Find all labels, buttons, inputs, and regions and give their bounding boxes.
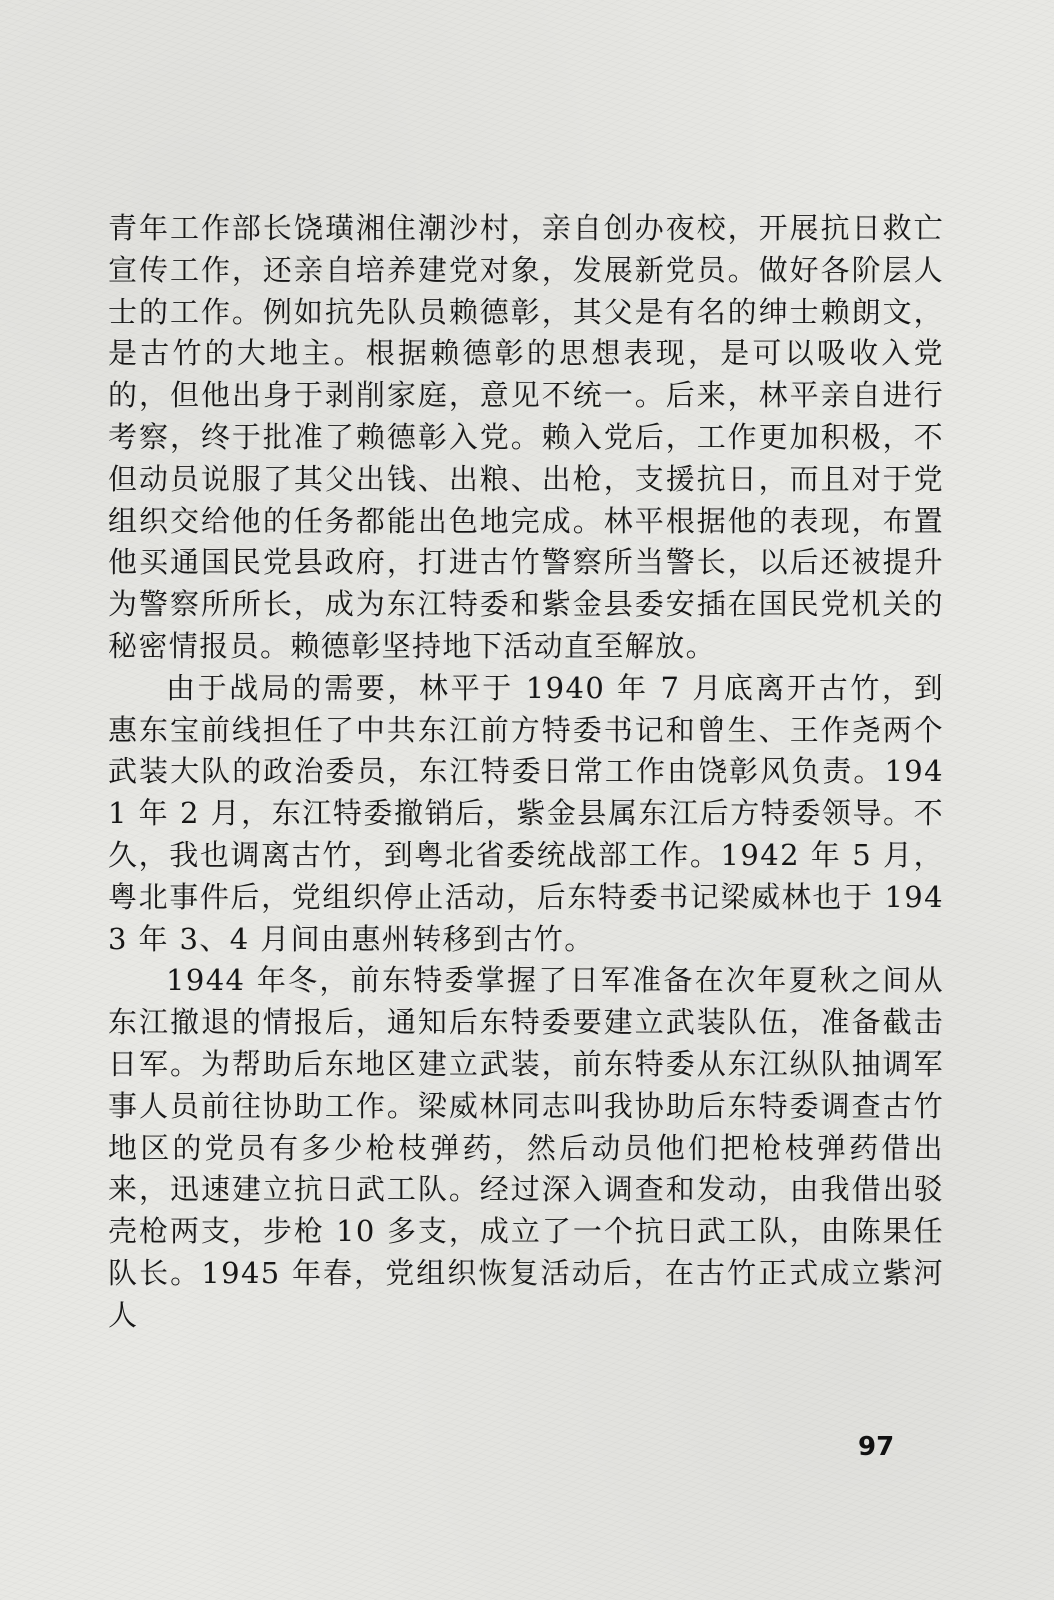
- paragraph-3: 1944 年冬，前东特委掌握了日军准备在次年夏秋之间从东江撤退的情报后，通知后东特委要建立武装队伍，准备截击日军。为帮助后东地区建立武装，前东特委从东江纵队抽调军事人员前往协助工作。梁威林同志叫我协助后东特委调查古竹地区的党员有多少枪枝弹药，然后动员他们把枪枝弹药借出来，迅速建立抗日武工队。经过深入调查和发动，由我借出驳壳枪两支，步枪 10 多支，成立了一个抗日武工队，由陈果任队长。1945 年春，党组织恢复活动后，在古竹正式成立紫河人: [108, 963, 944, 1332]
- paragraph-1: 青年工作部长饶璜湘住潮沙村，亲自创办夜校，开展抗日救亡宣传工作，还亲自培养建党对象，发展新党员。做好各阶层人士的工作。例如抗先队员赖德彰，其父是有名的绅士赖朗文，是古竹的大地主。根据赖德彰的思想表现，是可以吸收入党的，但他出身于剥削家庭，意见不统一。后来，林平亲自进行考察，终于批准了赖德彰入党。赖入党后，工作更加积极，不但动员说服了其父出钱、出粮、出枪，支援抗日，而且对于党组织交给他的任务都能出色地完成。林平根据他的表现，布置他买通国民党县政府，打进古竹警察所当警长，以后还被提升为警察所所长，成为东江特委和紫金县委安插在国民党机关的秘密情报员。赖德彰坚持地下活动直至解放。: [108, 211, 944, 663]
- page-number: 97: [858, 1432, 895, 1462]
- paragraph-2: 由于战局的需要，林平于 1940 年 7 月底离开古竹，到惠东宝前线担任了中共东江前方特委书记和曾生、王作尧两个武装大队的政治委员，东江特委日常工作由饶彰风负责。1941 年 2 月，东江特委撤销后，紫金县属东江后方特委领导。不久，我也调离古竹，到粤北省委统战部工作。1942 年 5 月，粤北事件后，党组织停止活动，后东特委书记梁威林也于 1943 年 3、4 月间由惠州转移到古竹。: [108, 670, 944, 956]
- body-text: [108, 208, 944, 1337]
